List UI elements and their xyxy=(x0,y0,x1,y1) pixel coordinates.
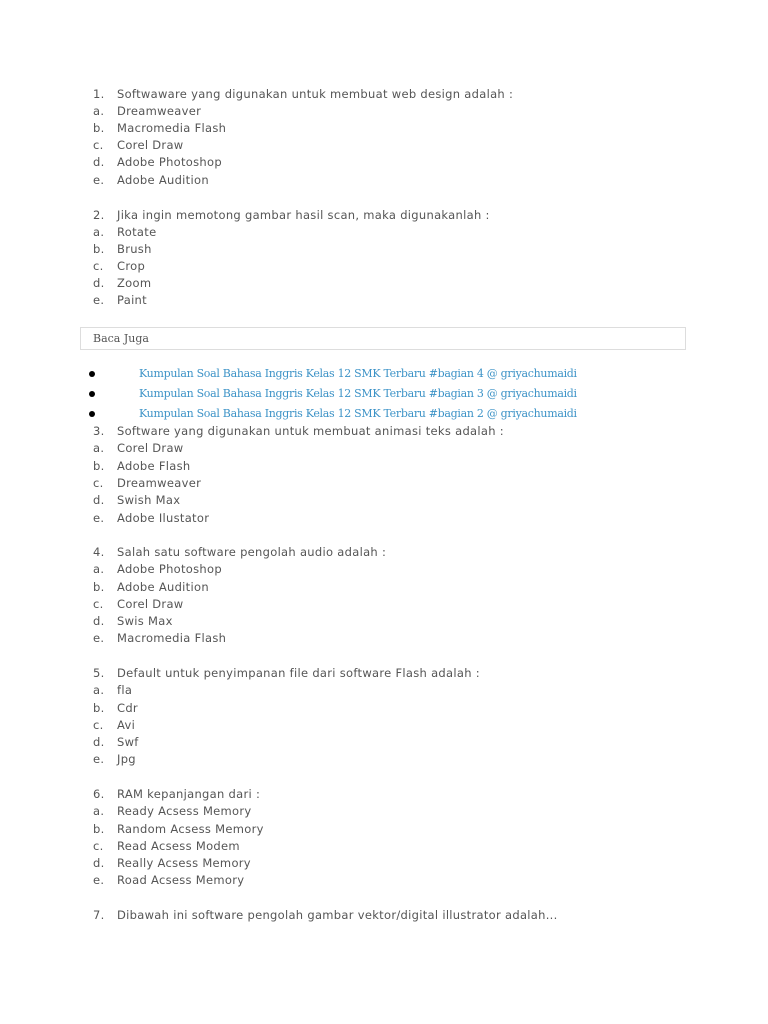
option-text: Jpg xyxy=(117,752,136,766)
question-text: Salah satu software pengolah audio adalah : xyxy=(117,545,387,559)
option-letter: b. xyxy=(93,121,105,135)
option-letter: d. xyxy=(93,493,105,507)
option-letter: e. xyxy=(93,873,105,887)
question-text: Dibawah ini software pengolah gambar vektor/digital illustrator adalah... xyxy=(117,908,558,922)
option-letter: e. xyxy=(93,173,105,187)
option-text: Corel Draw xyxy=(117,138,184,152)
bullet-icon xyxy=(89,411,95,417)
question-4 xyxy=(93,544,386,561)
option-6c xyxy=(93,838,240,855)
option-text: Adobe Audition xyxy=(117,173,209,187)
option-letter: d. xyxy=(93,155,105,169)
option-letter: d. xyxy=(93,276,105,290)
option-1e xyxy=(93,172,209,189)
option-text: Random Acsess Memory xyxy=(117,822,264,836)
option-text: fla xyxy=(117,683,133,697)
option-2b xyxy=(93,241,152,258)
option-text: Read Acsess Modem xyxy=(117,839,240,853)
question-number: 3. xyxy=(93,424,105,438)
option-letter: b. xyxy=(93,242,105,256)
option-letter: a. xyxy=(93,104,105,118)
question-text: Softwaware yang digunakan untuk membuat web design adalah : xyxy=(117,87,514,101)
related-link-3[interactable]: Kumpulan Soal Bahasa Inggris Kelas 12 SMK Terbaru #bagian 2 @ griyachumaidi xyxy=(139,407,577,420)
option-text: Crop xyxy=(117,259,146,273)
question-number: 2. xyxy=(93,208,105,222)
option-text: Road Acsess Memory xyxy=(117,873,245,887)
option-3e xyxy=(93,510,209,527)
option-letter: e. xyxy=(93,752,105,766)
option-letter: d. xyxy=(93,735,105,749)
option-letter: b. xyxy=(93,701,105,715)
option-6d xyxy=(93,855,251,872)
option-text: Corel Draw xyxy=(117,597,184,611)
bullet-icon xyxy=(89,371,95,377)
option-5d xyxy=(93,734,139,751)
option-text: Adobe Audition xyxy=(117,580,209,594)
option-text: Rotate xyxy=(117,225,157,239)
option-5e xyxy=(93,751,136,768)
option-letter: c. xyxy=(93,476,104,490)
question-number: 4. xyxy=(93,545,105,559)
option-4c xyxy=(93,596,184,613)
option-5b xyxy=(93,700,138,717)
option-2e xyxy=(93,292,147,309)
option-letter: a. xyxy=(93,225,105,239)
option-4b xyxy=(93,579,209,596)
option-4d xyxy=(93,613,173,630)
question-1 xyxy=(93,86,513,103)
question-number: 6. xyxy=(93,787,105,801)
question-text: Jika ingin memotong gambar hasil scan, maka digunakanlah : xyxy=(117,208,490,222)
option-text: Swis Max xyxy=(117,614,173,628)
option-1d xyxy=(93,154,222,171)
option-text: Swf xyxy=(117,735,139,749)
option-2a xyxy=(93,224,156,241)
question-5 xyxy=(93,665,480,682)
option-letter: b. xyxy=(93,459,105,473)
option-letter: c. xyxy=(93,259,104,273)
option-text: Zoom xyxy=(117,276,152,290)
option-text: Brush xyxy=(117,242,152,256)
option-text: Macromedia Flash xyxy=(117,121,227,135)
option-text: Dreamweaver xyxy=(117,476,202,490)
option-6a xyxy=(93,803,252,820)
option-letter: c. xyxy=(93,718,104,732)
bullet-icon xyxy=(89,391,95,397)
option-letter: c. xyxy=(93,839,104,853)
option-letter: a. xyxy=(93,562,105,576)
option-3a xyxy=(93,440,184,457)
option-text: Cdr xyxy=(117,701,138,715)
option-letter: a. xyxy=(93,804,105,818)
option-letter: e. xyxy=(93,293,105,307)
option-letter: d. xyxy=(93,856,105,870)
option-text: Corel Draw xyxy=(117,441,184,455)
option-text: Ready Acsess Memory xyxy=(117,804,252,818)
option-text: Dreamweaver xyxy=(117,104,202,118)
option-text: Paint xyxy=(117,293,147,307)
question-number: 7. xyxy=(93,908,105,922)
option-text: Adobe Ilustator xyxy=(117,511,210,525)
option-text: Swish Max xyxy=(117,493,181,507)
question-3 xyxy=(93,423,504,440)
question-2 xyxy=(93,207,490,224)
question-text: Software yang digunakan untuk membuat animasi teks adalah : xyxy=(117,424,504,438)
question-text: RAM kepanjangan dari : xyxy=(117,787,261,801)
option-letter: a. xyxy=(93,441,105,455)
option-1b xyxy=(93,120,226,137)
option-5a xyxy=(93,682,132,699)
question-text: Default untuk penyimpanan file dari software Flash adalah : xyxy=(117,666,480,680)
option-text: Avi xyxy=(117,718,136,732)
option-letter: e. xyxy=(93,511,105,525)
option-letter: c. xyxy=(93,138,104,152)
related-link-2[interactable]: Kumpulan Soal Bahasa Inggris Kelas 12 SMK Terbaru #bagian 3 @ griyachumaidi xyxy=(139,387,577,400)
option-letter: d. xyxy=(93,614,105,628)
option-text: Adobe Photoshop xyxy=(117,562,222,576)
option-2d xyxy=(93,275,151,292)
option-5c xyxy=(93,717,135,734)
question-number: 5. xyxy=(93,666,105,680)
option-3d xyxy=(93,492,180,509)
option-1a xyxy=(93,103,201,120)
baca-juga-box xyxy=(80,327,686,350)
option-6e xyxy=(93,872,244,889)
related-link-1[interactable]: Kumpulan Soal Bahasa Inggris Kelas 12 SMK Terbaru #bagian 4 @ griyachumaidi xyxy=(139,367,577,380)
option-3c xyxy=(93,475,201,492)
option-letter: b. xyxy=(93,580,105,594)
baca-juga-label: Baca Juga xyxy=(93,332,149,345)
option-4e xyxy=(93,630,226,647)
option-3b xyxy=(93,458,190,475)
option-letter: c. xyxy=(93,597,104,611)
option-2c xyxy=(93,258,145,275)
option-1c xyxy=(93,137,184,154)
option-text: Macromedia Flash xyxy=(117,631,227,645)
option-text: Really Acsess Memory xyxy=(117,856,251,870)
option-letter: a. xyxy=(93,683,105,697)
option-text: Adobe Photoshop xyxy=(117,155,222,169)
option-6b xyxy=(93,821,264,838)
question-6 xyxy=(93,786,260,803)
option-4a xyxy=(93,561,222,578)
option-letter: e. xyxy=(93,631,105,645)
option-text: Adobe Flash xyxy=(117,459,191,473)
option-letter: b. xyxy=(93,822,105,836)
question-number: 1. xyxy=(93,87,105,101)
question-7 xyxy=(93,907,558,924)
